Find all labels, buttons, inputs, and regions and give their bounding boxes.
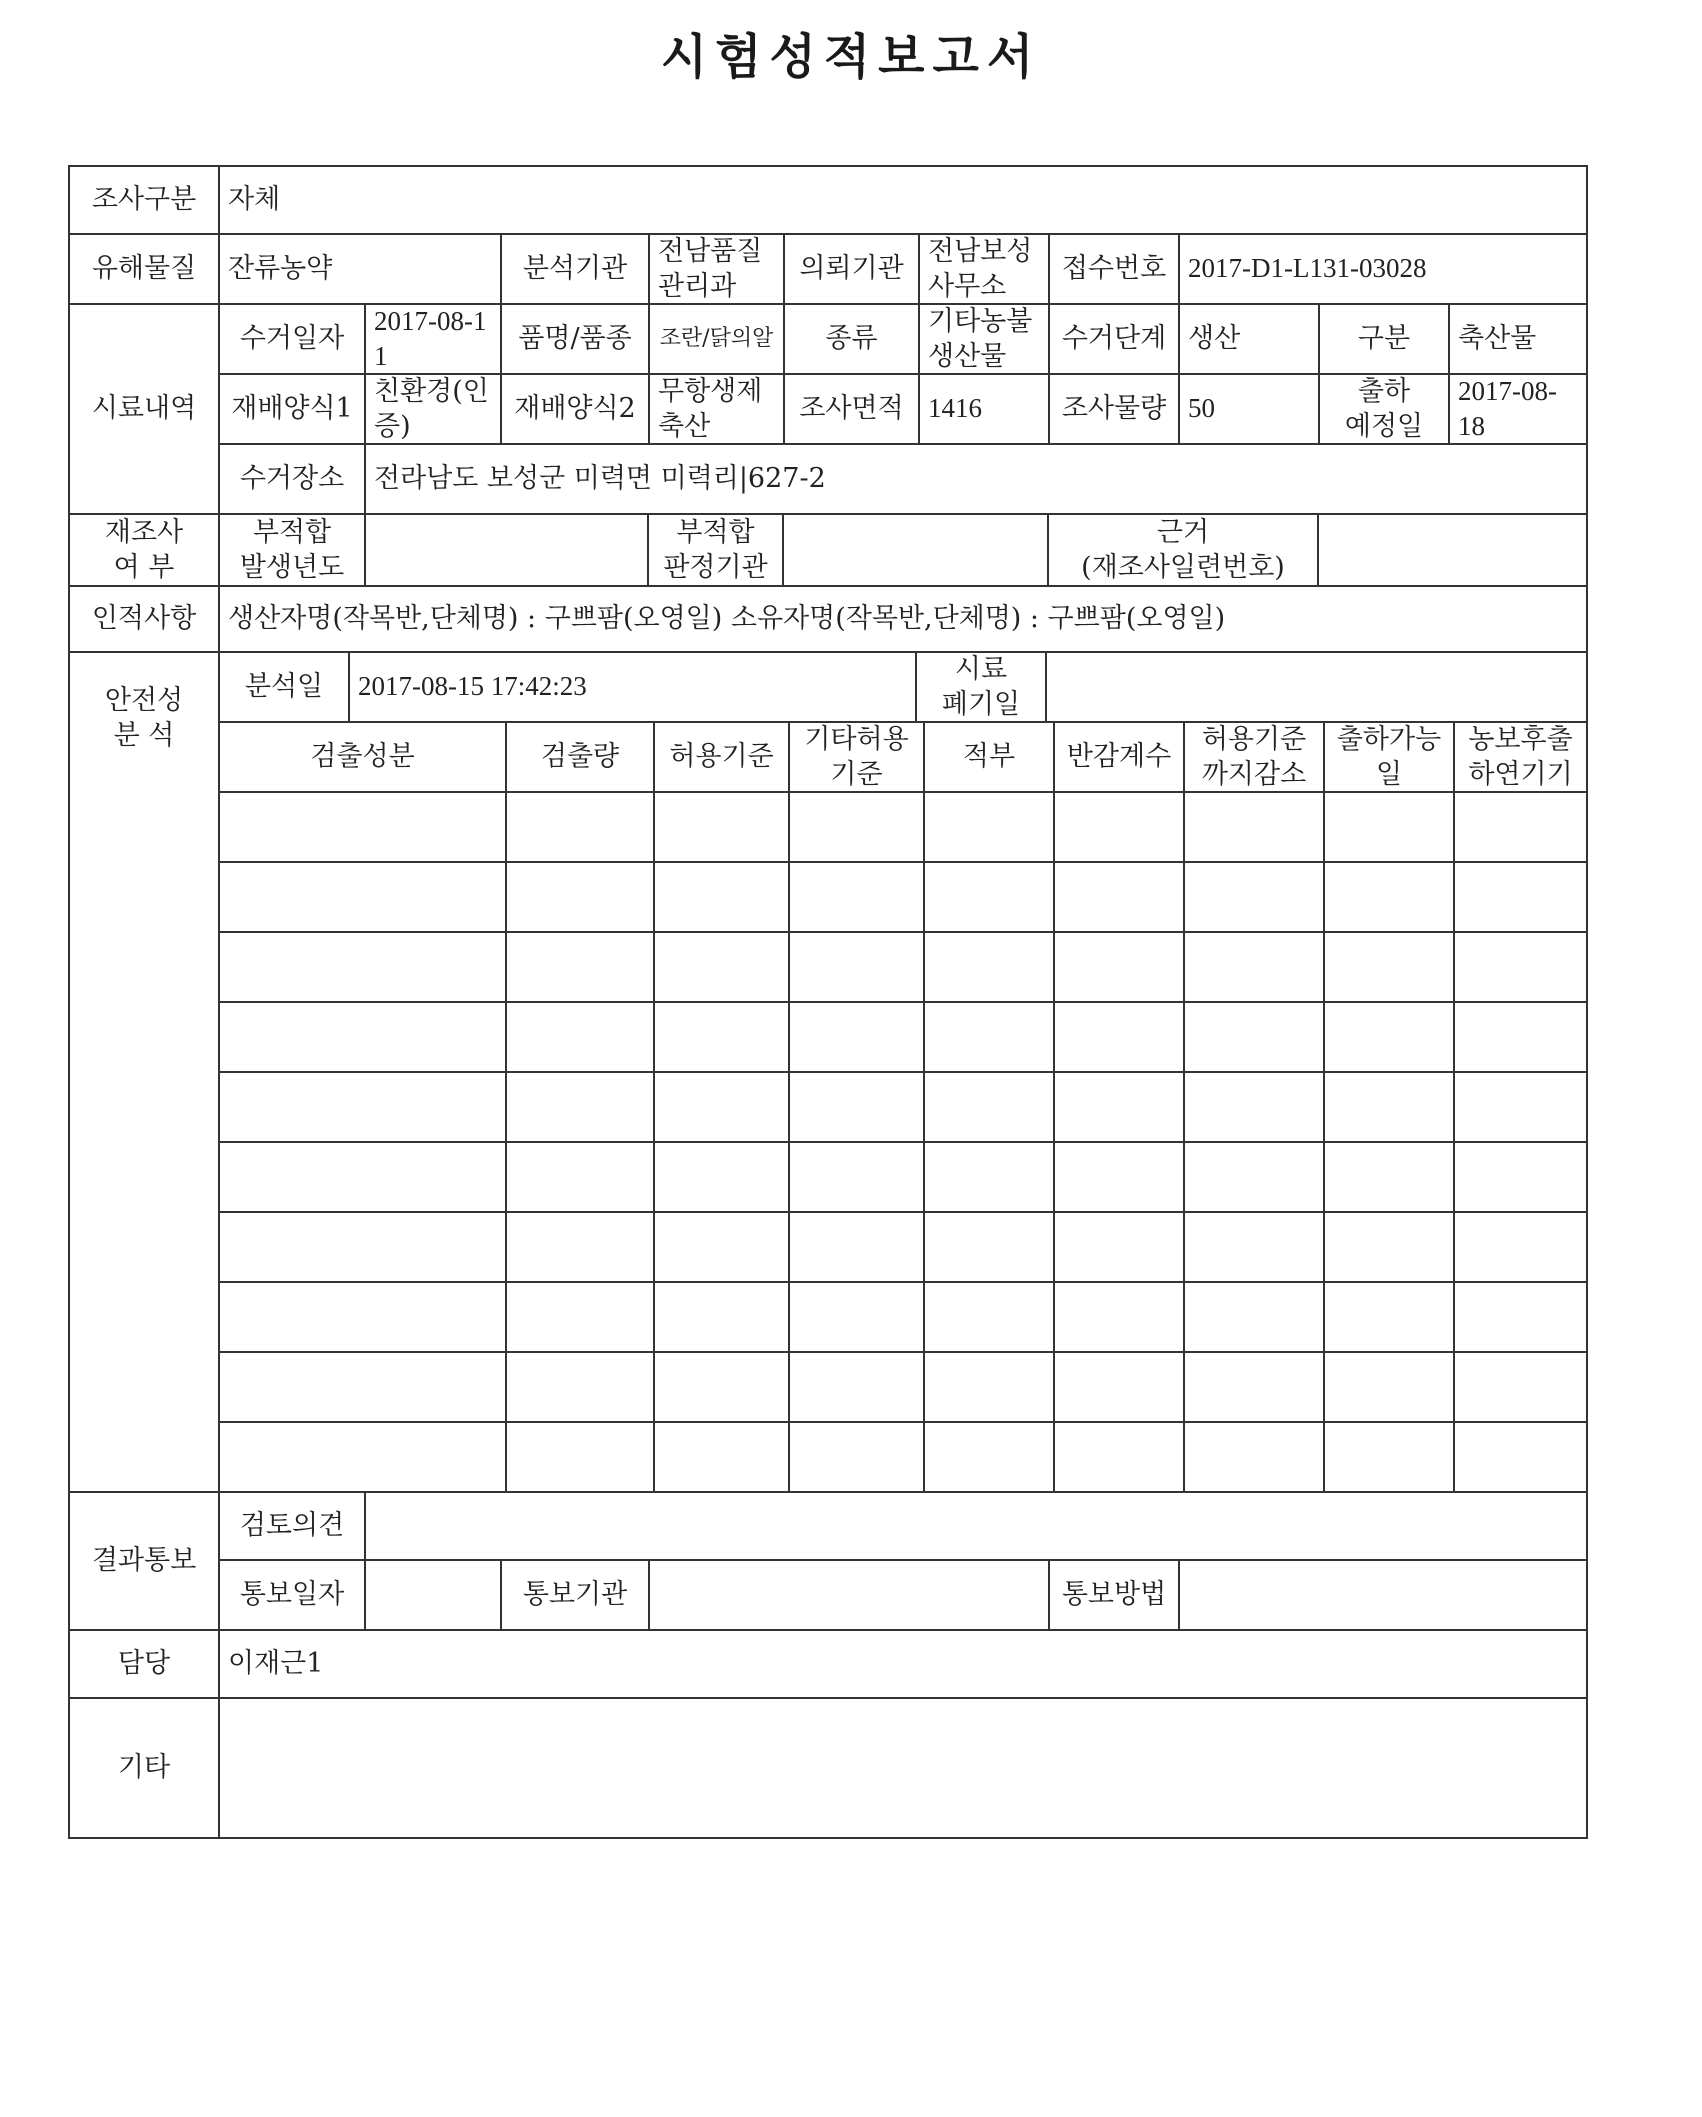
table-cell (925, 1073, 1055, 1141)
table-row (220, 1073, 1586, 1143)
table-cell (1055, 1283, 1185, 1351)
table-cell (1325, 1213, 1455, 1281)
etc-label: 기타 (70, 1699, 220, 1837)
request-org-label: 의뢰기관 (785, 235, 920, 303)
table-cell (790, 1003, 925, 1071)
qty-value: 50 (1180, 375, 1320, 443)
table-cell (1185, 1213, 1325, 1281)
table-cell (925, 1423, 1055, 1491)
analysis-date-row (220, 653, 1586, 723)
table-cell (655, 1073, 790, 1141)
table-cell (925, 1003, 1055, 1071)
safety-grid (220, 793, 1586, 1491)
notify-org-label: 통보기관 (502, 1561, 650, 1629)
item-label: 품명/품종 (502, 305, 650, 373)
analysis-date-value: 2017-08-15 17:42:23 (350, 653, 917, 721)
table-cell (220, 1353, 507, 1421)
report-form (68, 165, 1588, 1839)
notify-org-value (650, 1561, 1050, 1629)
table-cell (1055, 1073, 1185, 1141)
table-cell (507, 863, 655, 931)
notify-row (220, 1561, 1586, 1629)
stage-value: 생산 (1180, 305, 1320, 373)
table-cell (1185, 863, 1325, 931)
table-cell (507, 1283, 655, 1351)
col-other-limit: 기타허용 기준 (790, 723, 925, 791)
table-cell (790, 933, 925, 1001)
judge-org-label: 부적합 판정기관 (649, 515, 784, 585)
table-cell (1055, 1003, 1185, 1071)
table-cell (1455, 1423, 1586, 1491)
basis-label: 근거 (재조사일련번호) (1049, 515, 1319, 585)
table-cell (507, 933, 655, 1001)
col-limit: 허용기준 (655, 723, 790, 791)
table-cell (655, 1283, 790, 1351)
table-cell (220, 793, 507, 861)
table-cell (1185, 933, 1325, 1001)
table-cell (220, 1423, 507, 1491)
personal-value: 생산자명(작목반,단체명) : 구쁘팜(오영일) 소유자명(작목반,단체명) : 구쁘팜(오영일) (228, 603, 1226, 635)
table-cell (790, 1423, 925, 1491)
table-cell (507, 1143, 655, 1211)
table-row (220, 933, 1586, 1003)
table-cell (790, 1283, 925, 1351)
table-cell (655, 793, 790, 861)
sample-row-1 (220, 305, 1586, 375)
kind-value: 기타농불 생산물 (920, 305, 1050, 373)
table-cell (790, 863, 925, 931)
table-cell (790, 1213, 925, 1281)
table-cell (1055, 1423, 1185, 1491)
table-cell (925, 1353, 1055, 1421)
table-cell (1185, 1283, 1325, 1351)
table-cell (507, 793, 655, 861)
table-cell (925, 793, 1055, 861)
table-cell (790, 1353, 925, 1421)
receipt-label: 접수번호 (1050, 235, 1180, 303)
method1-value: 친환경(인 증) (366, 375, 502, 443)
table-cell (1455, 933, 1586, 1001)
table-row (220, 1283, 1586, 1353)
ship-date-value: 2017-08- 18 (1458, 375, 1557, 441)
personal-label: 인적사항 (70, 587, 220, 651)
reinvest-row (70, 515, 1586, 587)
table-cell (1455, 1283, 1586, 1351)
table-cell (1325, 1143, 1455, 1211)
col-delay: 농보후출 하연기기 (1468, 723, 1573, 790)
col-pass: 적부 (925, 723, 1055, 791)
review-value (366, 1493, 1586, 1559)
table-cell (1325, 1283, 1455, 1351)
table-cell (1455, 1213, 1586, 1281)
table-cell (220, 1283, 507, 1351)
table-cell (1325, 793, 1455, 861)
reinvest-label: 재조사 여 부 (70, 515, 220, 585)
table-cell (1325, 1423, 1455, 1491)
table-cell (1455, 863, 1586, 931)
charge-label: 담당 (70, 1631, 220, 1697)
charge-row (70, 1631, 1586, 1699)
survey-label: 조사구분 (70, 167, 220, 233)
table-cell (655, 1143, 790, 1211)
table-cell (507, 1003, 655, 1071)
col-halflife: 반감계수 (1055, 723, 1185, 791)
table-cell (925, 933, 1055, 1001)
ship-label: 출하 예정일 (1320, 375, 1450, 443)
table-cell (790, 793, 925, 861)
table-row (220, 793, 1586, 863)
table-cell (1455, 1073, 1586, 1141)
table-cell (1185, 1003, 1325, 1071)
collect-date-value: 2017-08-1 1 (366, 305, 502, 373)
notify-date-label: 통보일자 (220, 1561, 366, 1629)
col-amount: 검출량 (507, 723, 655, 791)
table-cell (655, 1213, 790, 1281)
table-row (220, 863, 1586, 933)
judge-org-value (784, 515, 1049, 585)
disposal-label: 시료 폐기일 (917, 653, 1047, 721)
table-cell (1325, 1003, 1455, 1071)
place-value: 전라남도 보성군 미력면 미력리|627-2 (374, 463, 826, 495)
table-cell (1185, 793, 1325, 861)
table-cell (220, 863, 507, 931)
table-cell (1325, 933, 1455, 1001)
table-cell (1325, 863, 1455, 931)
table-cell (655, 1003, 790, 1071)
request-org-value: 전남보성 사무소 (920, 235, 1050, 303)
basis-value (1319, 515, 1586, 585)
etc-value (220, 1699, 1586, 1837)
fail-year-label: 부적합 발생년도 (220, 515, 366, 585)
table-cell (655, 933, 790, 1001)
table-cell (1055, 1143, 1185, 1211)
method2-value: 무항생제 축산 (650, 375, 785, 443)
area-value: 1416 (920, 375, 1050, 443)
table-cell (507, 1213, 655, 1281)
fail-year-value (366, 515, 649, 585)
table-cell (1055, 793, 1185, 861)
div-value: 축산물 (1458, 323, 1537, 355)
review-row (220, 1493, 1586, 1561)
sample-row-3 (220, 445, 1586, 513)
table-row (220, 1353, 1586, 1423)
table-row (220, 1423, 1586, 1491)
table-cell (790, 1073, 925, 1141)
survey-value: 자체 (228, 184, 281, 216)
table-cell (220, 1143, 507, 1211)
hazard-value: 잔류농약 (220, 235, 502, 303)
table-cell (1055, 1213, 1185, 1281)
table-cell (925, 1283, 1055, 1351)
table-cell (507, 1423, 655, 1491)
charge-value: 이재근1 (228, 1648, 324, 1680)
collect-date-label: 수거일자 (220, 305, 366, 373)
page-title: 시험성적보고서 (660, 29, 1042, 85)
sample-group (70, 305, 1586, 515)
sample-row-2 (220, 375, 1586, 445)
table-cell (1055, 933, 1185, 1001)
survey-row (70, 167, 1586, 235)
method2-label: 재배양식2 (502, 375, 650, 443)
col-decrease: 허용기준 까지감소 (1185, 723, 1325, 791)
place-label: 수거장소 (220, 445, 366, 513)
receipt-number: 2017-D1-L131-03028 (1188, 253, 1427, 284)
table-cell (1455, 793, 1586, 861)
personal-row (70, 587, 1586, 653)
analysis-org-value: 전남품질 관리과 (650, 235, 785, 303)
review-label: 검토의견 (220, 1493, 366, 1559)
table-cell (1455, 1003, 1586, 1071)
table-cell (1325, 1353, 1455, 1421)
hazard-row (70, 235, 1586, 305)
table-row (220, 1143, 1586, 1213)
table-cell (507, 1353, 655, 1421)
item-value: 조란/닭의알 (650, 305, 785, 373)
table-cell (1055, 1353, 1185, 1421)
disposal-value (1047, 653, 1586, 721)
table-row (220, 1003, 1586, 1073)
notify-method-label: 통보방법 (1050, 1561, 1180, 1629)
table-cell (220, 1073, 507, 1141)
area-label: 조사면적 (785, 375, 920, 443)
table-cell (655, 863, 790, 931)
table-cell (220, 1213, 507, 1281)
table-cell (1185, 1073, 1325, 1141)
col-component: 검출성분 (220, 723, 507, 791)
analysis-org-label: 분석기관 (502, 235, 650, 303)
table-cell (655, 1353, 790, 1421)
hazard-label: 유해물질 (70, 235, 220, 303)
table-cell (507, 1073, 655, 1141)
table-cell (220, 933, 507, 1001)
method1-label: 재배양식1 (220, 375, 366, 443)
table-cell (925, 863, 1055, 931)
safety-group (70, 653, 1586, 1493)
sample-label: 시료내역 (70, 305, 220, 513)
stage-label: 수거단계 (1050, 305, 1180, 373)
table-row (220, 1213, 1586, 1283)
notify-method-value (1180, 1561, 1586, 1629)
safety-label: 안전성 분 석 (70, 653, 220, 1491)
table-cell (925, 1143, 1055, 1211)
table-cell (1325, 1073, 1455, 1141)
col-ship-possible: 출하가능 일 (1325, 723, 1455, 791)
kind-label: 종류 (785, 305, 920, 373)
table-cell (1185, 1143, 1325, 1211)
table-cell (1185, 1423, 1325, 1491)
table-cell (790, 1143, 925, 1211)
qty-label: 조사물량 (1050, 375, 1180, 443)
table-cell (655, 1423, 790, 1491)
safety-header-row (220, 723, 1586, 793)
table-cell (1455, 1353, 1586, 1421)
analysis-date-label: 분석일 (220, 653, 350, 721)
table-cell (925, 1213, 1055, 1281)
result-group (70, 1493, 1586, 1631)
notify-date-value (366, 1561, 502, 1629)
table-cell (1185, 1353, 1325, 1421)
result-label: 결과통보 (70, 1493, 220, 1629)
table-cell (1055, 863, 1185, 931)
div-label: 구분 (1320, 305, 1450, 373)
table-cell (220, 1003, 507, 1071)
table-cell (1455, 1143, 1586, 1211)
etc-row (70, 1699, 1586, 1837)
